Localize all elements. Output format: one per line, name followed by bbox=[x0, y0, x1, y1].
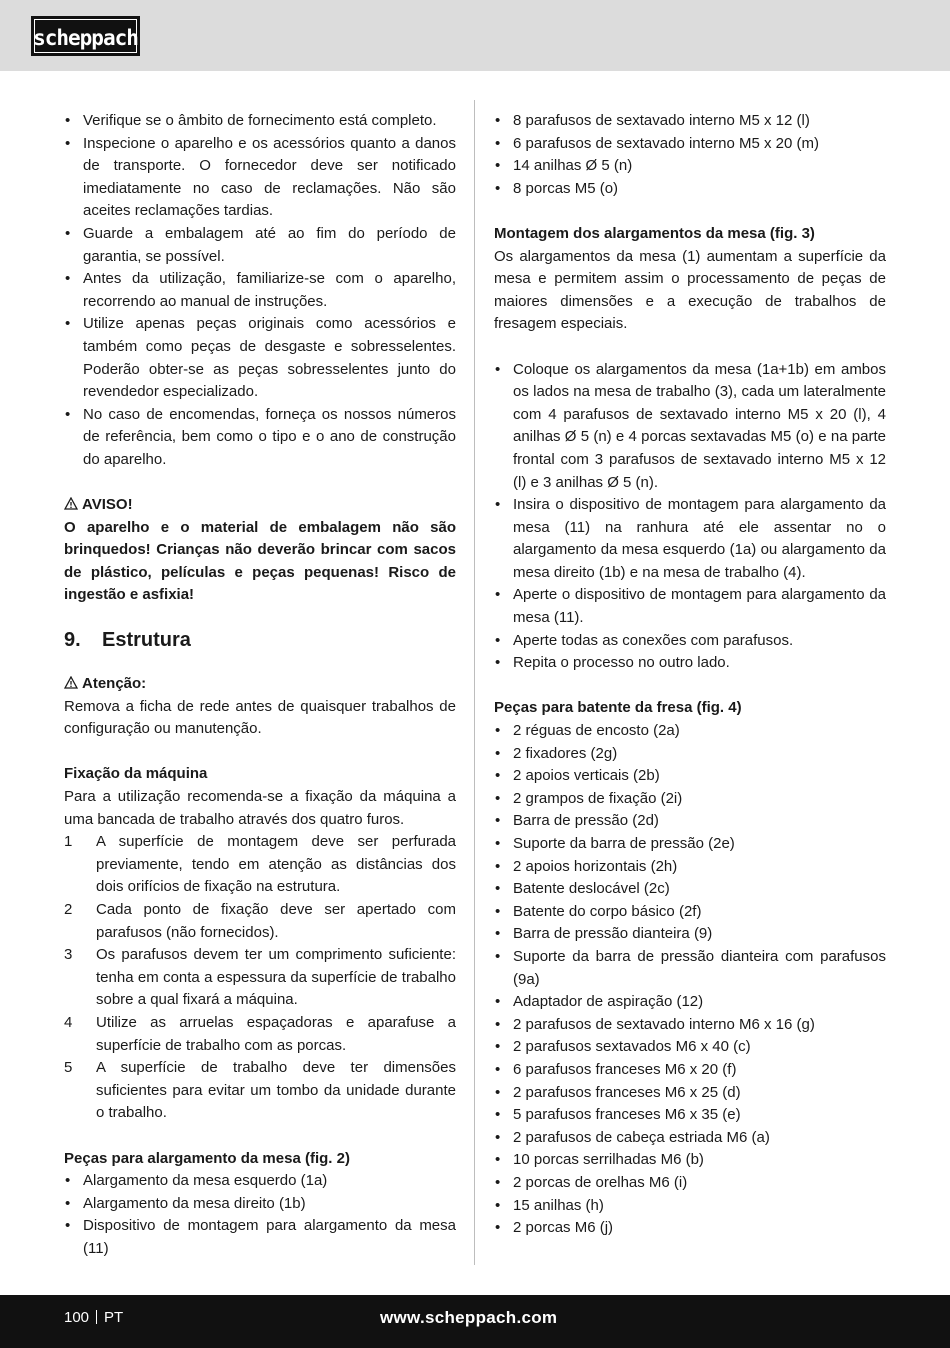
fence-heading: Peças para batente da fresa (fig. 4) bbox=[494, 699, 742, 717]
step-item: 5 A superfície de trabalho deve ter dimensões suficientes para evitar um tombo da unidade durante o trabalho. bbox=[64, 1059, 456, 1122]
list-item: • Repita o processo no outro lado. bbox=[494, 652, 886, 675]
fix-heading: Fixação da máquina bbox=[64, 765, 208, 783]
list-item: • Verifique se o âmbito de fornecimento está completo. bbox=[64, 110, 456, 133]
right-column bbox=[494, 110, 886, 1240]
list-item: • Batente deslocável (2c) bbox=[494, 878, 886, 901]
list-item: • 2 réguas de encosto (2a) bbox=[494, 720, 886, 743]
list-item: • No caso de encomendas, forneça os nossos números de referência, bem como o tipo e o ano de construção do aparelho. bbox=[64, 404, 456, 472]
list-item: • Suporte da barra de pressão (2e) bbox=[494, 833, 886, 856]
list-item: • Antes da utilização, familiarize-se com o aparelho, recorrendo ao manual de instruções. bbox=[64, 268, 456, 313]
list-item: • Guarde a embalagem até ao fim do período de garantia, se possível. bbox=[64, 223, 456, 268]
list-item: • Alargamento da mesa direito (1b) bbox=[64, 1193, 456, 1216]
footer-separator bbox=[96, 1310, 97, 1324]
page-header bbox=[0, 0, 950, 71]
website-url: www.scheppach.com bbox=[380, 1308, 558, 1327]
mount-steps bbox=[494, 359, 886, 675]
list-item: • 2 parafusos de cabeça estriada M6 (a) bbox=[494, 1127, 886, 1150]
list-item: • 2 porcas de orelhas M6 (i) bbox=[494, 1172, 886, 1195]
list-item: • 10 porcas serrilhadas M6 (b) bbox=[494, 1149, 886, 1172]
language-code: PT bbox=[104, 1309, 124, 1326]
list-item: • 6 parafusos franceses M6 x 20 (f) bbox=[494, 1059, 886, 1082]
list-item: • Dispositivo de montagem para alargamento da mesa (11) bbox=[64, 1215, 456, 1260]
fence-list bbox=[494, 720, 886, 1240]
attention-heading bbox=[64, 673, 456, 696]
step-item: 2 Cada ponto de fixação deve ser apertado com parafusos (não fornecidos). bbox=[64, 901, 456, 941]
page-footer bbox=[0, 1295, 950, 1348]
page-number bbox=[64, 1295, 123, 1341]
list-item: • 2 porcas M6 (j) bbox=[494, 1217, 886, 1240]
column-divider bbox=[474, 100, 475, 1265]
step-item: 1 A superfície de montagem deve ser perfurada previamente, tendo em atenção as distâncias dos dois orifícios de fixação na estrutura. bbox=[64, 833, 456, 896]
section-number: 9. bbox=[64, 629, 81, 652]
warning-triangle-icon bbox=[64, 676, 78, 689]
step-item: 4 Utilize as arruelas espaçadoras e aparafuse a superfície de trabalho com as porcas. bbox=[64, 1013, 456, 1054]
list-item: • 15 anilhas (h) bbox=[494, 1195, 886, 1218]
list-item: • Alargamento da mesa esquerdo (1a) bbox=[64, 1170, 456, 1193]
list-item: • 2 parafusos de sextavado interno M6 x 16 (g) bbox=[494, 1014, 886, 1037]
warning-triangle-icon bbox=[64, 497, 78, 510]
ext-list bbox=[64, 1170, 456, 1260]
left-column bbox=[64, 110, 456, 1261]
list-item: • 2 parafusos sextavados M6 x 40 (c) bbox=[494, 1036, 886, 1059]
list-item: • Coloque os alargamentos da mesa (1a+1b) em ambos os lados na mesa de trabalho (3), cada um lateralmente com 4 parafusos de sextavado interno M5 x 20 (l), 4 anilhas Ø 5 (n) e 4 porcas sextavadas M5 (o) e na parte frontal com 3 parafusos de sextavado interno M5 x 12 (l) e 3 anilhas Ø 5 (n). bbox=[494, 359, 886, 495]
list-item: • 5 parafusos franceses M6 x 35 (e) bbox=[494, 1104, 886, 1127]
list-item: • Aperte o dispositivo de montagem para alargamento da mesa (11). bbox=[494, 584, 886, 629]
list-item: • 8 parafusos de sextavado interno M5 x 12 (l) bbox=[494, 110, 886, 133]
list-item: • 2 fixadores (2g) bbox=[494, 743, 886, 766]
list-item: • Barra de pressão (2d) bbox=[494, 810, 886, 833]
page-number-value: 100 bbox=[64, 1309, 90, 1326]
list-item: • 2 grampos de fixação (2i) bbox=[494, 788, 886, 811]
list-item: • Adaptador de aspiração (12) bbox=[494, 991, 886, 1014]
section-heading bbox=[64, 625, 456, 655]
list-item: • 14 anilhas Ø 5 (n) bbox=[494, 155, 886, 178]
cont-list bbox=[494, 110, 886, 200]
list-item: • 8 porcas M5 (o) bbox=[494, 178, 886, 201]
section-title: Estrutura bbox=[102, 629, 191, 652]
list-item: • Insira o dispositivo de montagem para alargamento da mesa (11) na ranhura até ele assentar no o alargamento da mesa esquerdo (1a) ou alargamento da mesa direito (1b) e na mesa de trabalho (4). bbox=[494, 494, 886, 584]
list-item: • 2 apoios horizontais (2h) bbox=[494, 856, 886, 879]
list-item: • Barra de pressão dianteira (9) bbox=[494, 923, 886, 946]
list-item: • 2 parafusos franceses M6 x 25 (d) bbox=[494, 1082, 886, 1105]
list-item: • Suporte da barra de pressão dianteira com parafusos (9a) bbox=[494, 946, 886, 991]
step-item: 3 Os parafusos devem ter um comprimento suficiente: tenha em conta a espessura da superfície de trabalho sobre a qual fixará a máquina. bbox=[64, 946, 456, 1009]
ext-heading: Peças para alargamento da mesa (fig. 2) bbox=[64, 1149, 350, 1167]
list-item: • Aperte todas as conexões com parafusos. bbox=[494, 630, 886, 653]
list-item: • Inspecione o aparelho e os acessórios quanto a danos de transporte. O fornecedor deve ser notificado imediatamente no caso de reclamações. Não são aceites reclamações tardias. bbox=[64, 133, 456, 223]
mount-intro: Os alargamentos da mesa (1) aumentam a superfície da mesa e permitem assim o processamento de peças de maiores dimensões e a execução de trabalhos de fresagem especiais. bbox=[494, 247, 886, 333]
list-item: • Batente do corpo básico (2f) bbox=[494, 901, 886, 924]
attention-title: Atenção: bbox=[82, 675, 147, 693]
warning-title: AVISO! bbox=[82, 496, 133, 514]
list-item: • 2 apoios verticais (2b) bbox=[494, 765, 886, 788]
list-item: • Utilize apenas peças originais como acessórios e também como peças de desgaste e sobresselentes. Poderão obter-se as peças sobresselentes junto do revendedor especializado. bbox=[64, 313, 456, 403]
scheppach-logo: scheppach bbox=[31, 16, 140, 56]
fix-intro: Para a utilização recomenda-se a fixação da máquina a uma bancada de trabalho através dos quatro furos. bbox=[64, 788, 456, 828]
warning-text: O aparelho e o material de embalagem não são brinquedos! Crianças não deverão brincar com sacos de plástico, películas e peças pequenas! Risco de ingestão e asfixia! bbox=[64, 518, 456, 604]
list-item: • 6 parafusos de sextavado interno M5 x 20 (m) bbox=[494, 133, 886, 156]
attention-text: Remova a ficha de rede antes de quaisquer trabalhos de configuração ou manutenção. bbox=[64, 697, 456, 738]
warning-heading bbox=[64, 494, 456, 517]
mount-heading: Montagem dos alargamentos da mesa (fig. 3) bbox=[494, 224, 815, 242]
intro-list bbox=[64, 110, 456, 472]
fix-steps bbox=[64, 831, 456, 1125]
